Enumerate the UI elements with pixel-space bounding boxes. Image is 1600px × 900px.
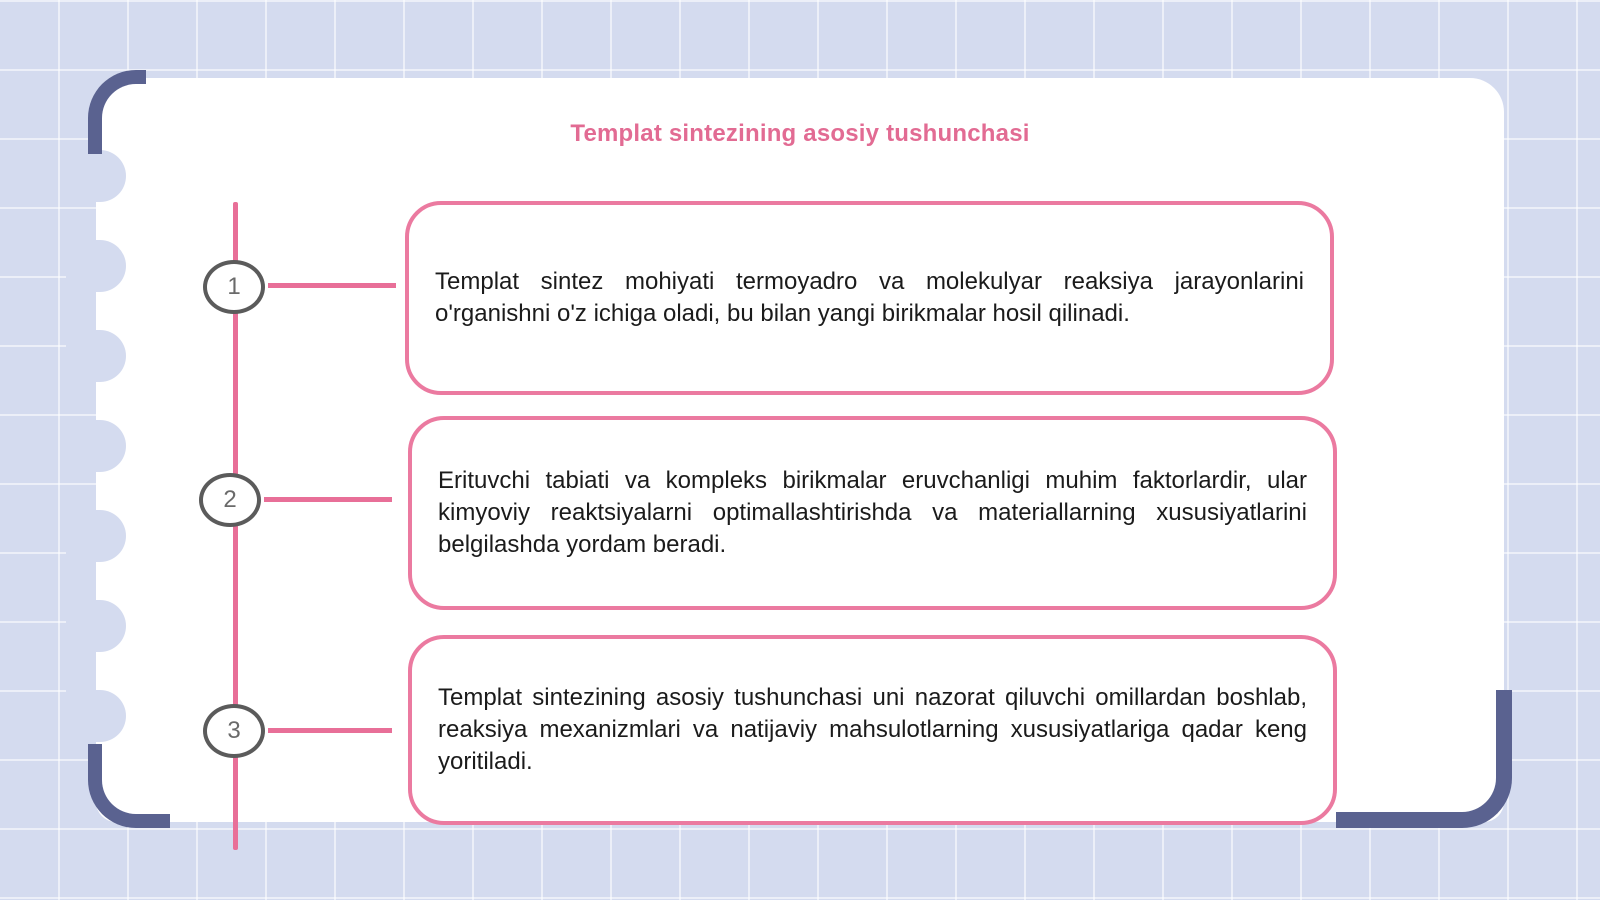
step-box <box>408 416 1337 610</box>
slide-title: Templat sintezining asosiy tushunchasi <box>570 120 1030 147</box>
scallop-edge <box>66 240 126 292</box>
scallop-edge <box>66 600 126 652</box>
step-number-circle: 3 <box>203 704 265 758</box>
timeline-connector <box>268 283 396 288</box>
step-text: Templat sintez mohiyati termoyadro va molekulyar reaksiya jarayonlarini o'rganishni o'z ichiga oladi, bu bilan yangi birikmalar hosil qilinadi. <box>435 268 1304 327</box>
step-text: Erituvchi tabiati va kompleks birikmalar eruvchanligi muhim faktorlardir, ular kimyoviy reaktsiyalarni optimallashtirishda va materiallarning xususiyatlarini belgilashda yordam beradi. <box>438 467 1307 558</box>
scallop-edge <box>66 690 126 742</box>
scallop-edge <box>66 330 126 382</box>
corner-bracket-top-left <box>88 70 146 154</box>
timeline-connector <box>264 497 392 502</box>
step-box <box>408 635 1337 825</box>
scallop-edge <box>66 150 126 202</box>
step-number-circle: 2 <box>199 473 261 527</box>
step-number-circle: 1 <box>203 260 265 314</box>
corner-bracket-bottom-right <box>1336 690 1512 828</box>
scallop-edge <box>66 420 126 472</box>
step-box <box>405 201 1334 395</box>
step-text: Templat sintezining asosiy tushunchasi uni nazorat qiluvchi omillardan boshlab, reaksiya mexanizmlari va natijaviy mahsulotlarning xususiyatlariga qadar keng yoritiladi. <box>438 684 1307 775</box>
timeline-connector <box>268 728 392 733</box>
scallop-edge <box>66 510 126 562</box>
